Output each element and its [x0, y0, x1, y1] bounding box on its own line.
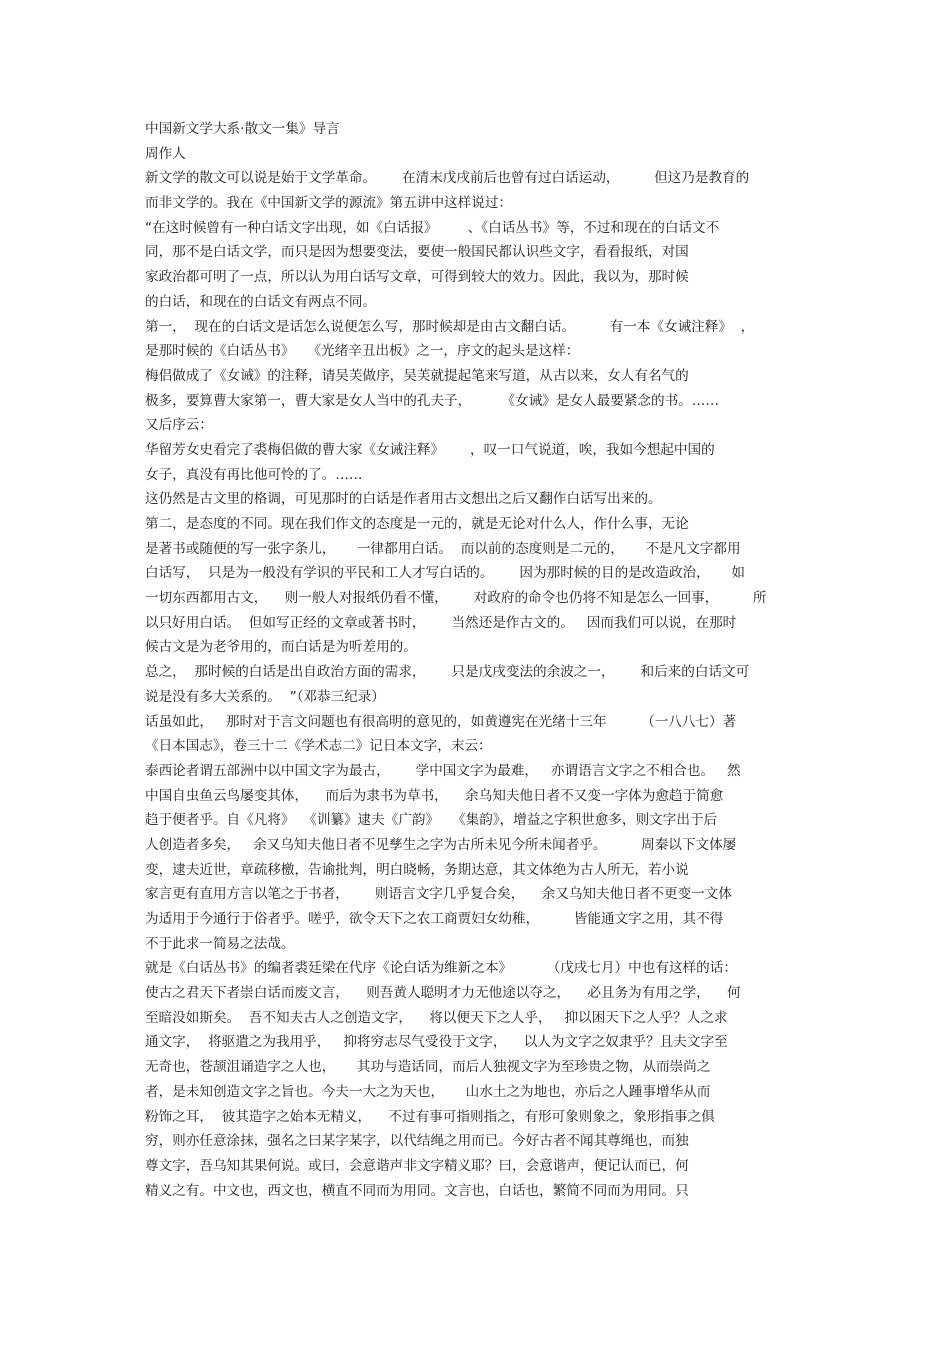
document-body — [145, 117, 810, 1203]
text-line: 梅侣做成了《女诫》的注释，请吴芙做序，吴芙就提起笔来写道，从古以来，女人有名气的 — [145, 367, 689, 384]
text-line: 使古之君天下者崇白话而废文言， 则吾黄人聪明才力无他途以夺之， 必且务为有用之学， 何 — [145, 985, 741, 1002]
text-line: 泰西论者谓五部洲中以中国文字为最古， 学中国文字为最难， 亦谓语言文字之不相合也。 然 — [145, 762, 741, 779]
text-line: 人创造者多矣， 余又乌知夫他日者不见孳生之字为古所未见今所未闻者乎。 周秦以下文体屡 — [145, 836, 737, 853]
text-line: 家言更有直用方言以笔之于书者， 则语言文字几乎复合矣， 余又乌知夫他日者不更变一文体 — [145, 886, 732, 903]
text-line: 第一， 现在的白话文是话怎么说便怎么写，那时候却是由古文翻白话。 有一本《女诫注释》 ， — [145, 318, 755, 335]
text-line: 是那时候的《白话丛书》 《光绪辛丑出板》之一，序文的起头是这样： — [145, 343, 580, 360]
text-line: 第二，是态度的不同。现在我们作文的态度是一元的，就是无论对什么人，作什么事，无论 — [145, 516, 689, 532]
text-line: 的白话，和现在的白话文有两点不同。 — [145, 293, 377, 310]
text-line: 变，逮夫近世，章疏移檄，告谕批判，明白晓畅，务期达意，其文体绝为古人所无，若小说 — [145, 861, 689, 878]
text-line: 穷，则亦任意涂抹，强名之曰某字某字，以代结绳之用而已。今好古者不闻其尊绳也，而独 — [145, 1133, 689, 1150]
text-line: 说是没有多大关系的。 ”（邓恭三纪录） — [145, 688, 385, 705]
text-line: 至暗没如斯矣。 吾不知夫古人之创造文字， 将以便天下之人乎， 抑以困天下之人乎？人之求 — [145, 1009, 728, 1026]
text-line: 这仍然是古文里的格调，可见那时的白话是作者用古文想出之后又翻作白话写出来的。 — [145, 491, 662, 508]
text-line: 精义之有。中文也，西文也，横直不同而为用同。文言也，白话也，繁简不同而为用同。只 — [145, 1182, 689, 1199]
text-line: 同，那不是白话文学，而只是因为想要变法，要使一般国民都认识些文字，看看报纸，对国 — [145, 244, 689, 261]
text-line: 女子，真没有再比他可怜的了。…… — [145, 466, 363, 483]
text-line: 家政治都可明了一点，所以认为用白话写文章，可得到较大的效力。因此，我以为，那时候 — [145, 269, 689, 286]
text-line: 又后序云： — [145, 417, 213, 434]
text-line: 中国自虫鱼云鸟屡变其体， 而后为隶书为草书， 余乌知夫他日者不又变一字体为愈趋于简愈 — [145, 787, 724, 804]
text-line: 而非文学的。我在《中国新文学的源流》第五讲中这样说过： — [145, 195, 513, 212]
text-line: 白话写， 只是为一般没有学识的平民和工人才写白话的。 因为那时候的目的是改造政治， 如 — [145, 565, 745, 582]
text-line: 无奇也，苍颉沮诵造字之人也， 其功与造话同，而后人独视文字为至珍贵之物，从而崇尚之 — [145, 1059, 711, 1076]
text-line: 《日本国志》，卷三十二《学术志二》记日本文字，末云： — [145, 738, 492, 755]
text-line: 粉饰之耳， 彼其造字之始本无精义， 不过有事可指则指之，有形可象则象之，象形指事之俱 — [145, 1108, 715, 1125]
text-line: “在这时候曾有一种白话文字出现，如《白话报》 、《白话丛书》等，不过和现在的白话文不 — [145, 219, 720, 236]
author-name: 周作人 — [145, 145, 186, 162]
text-line: 趋于便者乎。自《凡将》 《训纂》逮夫《广韵》 《集韵》，增益之字积世愈多，则文字出于后 — [145, 812, 718, 829]
text-line: 总之， 那时候的白话是出自政治方面的需求， 只是戊戌变法的余波之一， 和后来的白话文可 — [145, 664, 750, 681]
text-line: 华留芳女史看完了裘梅侣做的曹大家《女诫注释》 ，叹一口气说道，唉，我如今想起中国的 — [145, 441, 715, 458]
text-line: 极多，要算曹大家第一，曹大家是女人当中的孔夫子， 《女诫》是女人最要紧念的书。…… — [145, 392, 719, 409]
text-line: 候古文是为老爷用的，而白话是为听差用的。 — [145, 639, 417, 656]
text-line: 是著书或随便的写一张字条儿， 一律都用白话。 而以前的态度则是二元的， 不是凡文字都用 — [145, 540, 741, 557]
text-line: 通文字， 将驱遣之为我用乎， 抑将穷志尽气受役于文字， 以人为文字之奴隶乎？且夫文字至 — [145, 1034, 728, 1051]
text-line: 者，是未知创造文字之旨也。今夫一大之为天也， 山水土之为地也，亦后之人踵事增华从而 — [145, 1083, 711, 1100]
text-line: 不于此求一简易之法哉。 — [145, 935, 295, 952]
text-line: 新文学的散文可以说是始于文学革命。 在清末戊戌前后也曾有过白话运动， 但这乃是教育的 — [145, 170, 750, 187]
document-title: 中国新文学大系·散文一集》导言 — [145, 121, 340, 137]
text-line: 为适用于今通行于俗者乎。嗟乎，欲令天下之农工商贾妇女幼稚， 皆能通文字之用，其不得 — [145, 911, 724, 927]
text-line: 话虽如此， 那时对于言文问题也有很高明的意见的，如黄遵宪在光绪十三年 （一八八七）著 — [145, 713, 737, 730]
text-line: 尊文字，吾乌知其果何说。或曰，会意谐声非文字精义耶？曰，会意谐声，便记认而已，何 — [145, 1157, 689, 1174]
text-line: 就是《白话丛书》的编者裘廷梁在代序《论白话为维新之本》 （戊戌七月）中也有这样的话： — [145, 960, 737, 977]
text-line: 一切东西都用古文， 则一般人对报纸仍看不懂， 对政府的命令也仍将不知是怎么一回事， 所 — [145, 590, 767, 607]
text-line: 以只好用白话。 但如写正经的文章或著书时， 当然还是作古文的。 因而我们可以说，在那时 — [145, 614, 737, 631]
